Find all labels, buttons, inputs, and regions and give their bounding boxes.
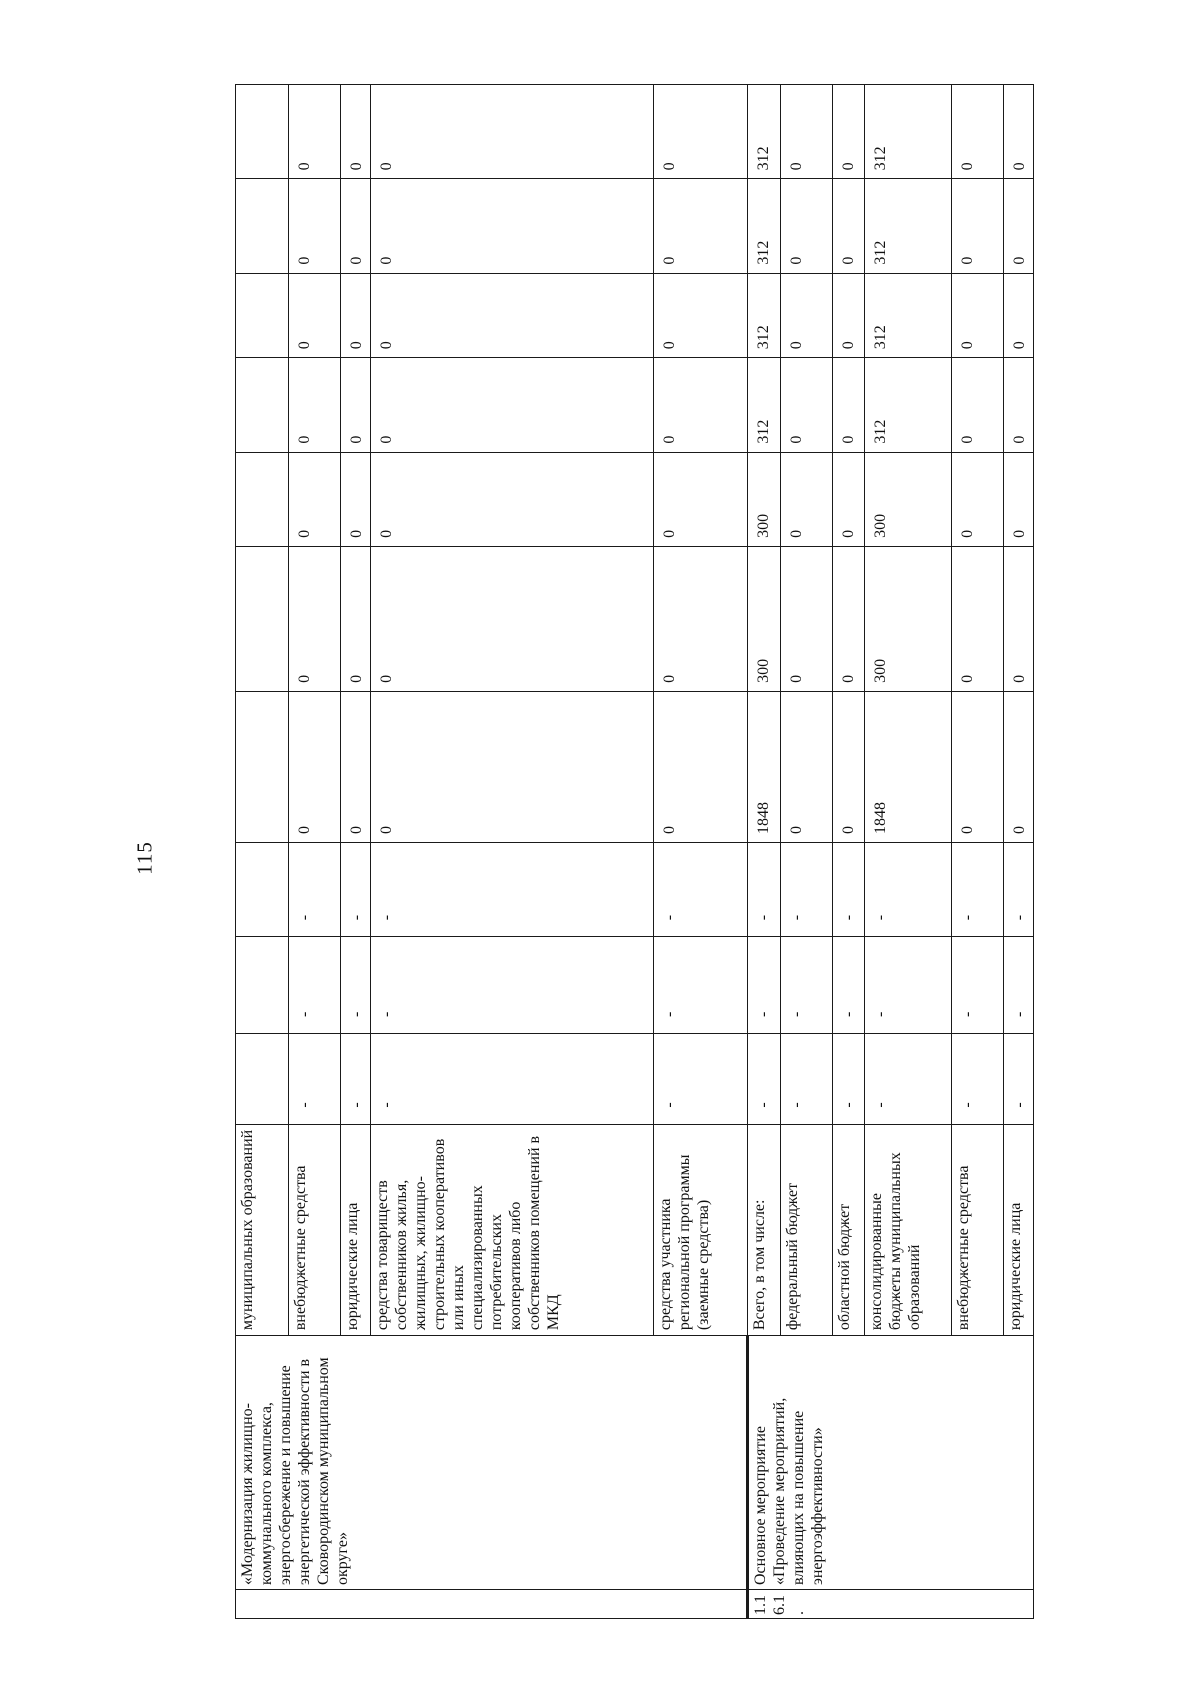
amount-cell: 0 — [371, 546, 654, 691]
amount-cell: 0 — [654, 546, 748, 691]
amount-cell — [236, 85, 289, 179]
code-cell: - — [952, 937, 1004, 1034]
amount-cell: 0 — [341, 452, 371, 546]
amount-cell: 300 — [748, 452, 781, 546]
amount-cell — [236, 452, 289, 546]
funding-source-cell: Всего, в том числе: — [748, 1124, 781, 1336]
amount-cell: 0 — [1004, 691, 1034, 842]
amount-cell — [236, 546, 289, 691]
amount-cell: 0 — [289, 179, 341, 273]
amount-cell: 312 — [748, 179, 781, 273]
code-cell: - — [1004, 842, 1034, 936]
funding-source-cell: консолидированные бюджеты муниципальных образований — [865, 1124, 952, 1336]
amount-cell: 0 — [833, 546, 865, 691]
amount-cell: 312 — [748, 85, 781, 179]
amount-cell: 0 — [952, 546, 1004, 691]
amount-cell: 300 — [748, 546, 781, 691]
amount-cell: 0 — [341, 179, 371, 273]
code-cell: - — [952, 1033, 1004, 1124]
code-cell: - — [952, 842, 1004, 936]
funding-source-cell: областной бюджет — [833, 1124, 865, 1336]
amount-cell: 0 — [654, 358, 748, 452]
amount-cell: 0 — [781, 358, 833, 452]
amount-cell: 312 — [865, 85, 952, 179]
amount-cell: 0 — [654, 179, 748, 273]
funding-source-cell: внебюджетные средства — [952, 1124, 1004, 1336]
code-cell: - — [289, 842, 341, 936]
code-cell: - — [748, 1033, 781, 1124]
funding-source-cell: федеральный бюджет — [781, 1124, 833, 1336]
amount-cell: 0 — [952, 358, 1004, 452]
amount-cell: 312 — [865, 358, 952, 452]
amount-cell: 0 — [833, 691, 865, 842]
amount-cell: 0 — [289, 273, 341, 358]
code-cell: - — [748, 842, 781, 936]
amount-cell: 0 — [289, 546, 341, 691]
amount-cell: 0 — [1004, 179, 1034, 273]
amount-cell: 0 — [833, 358, 865, 452]
amount-cell: 0 — [654, 691, 748, 842]
code-cell: - — [654, 937, 748, 1034]
code-cell: - — [781, 937, 833, 1034]
amount-cell: 0 — [952, 691, 1004, 842]
amount-cell — [236, 358, 289, 452]
code-cell: - — [289, 1033, 341, 1124]
amount-cell: 0 — [654, 85, 748, 179]
amount-cell: 0 — [289, 358, 341, 452]
funding-source-cell: юридические лица — [1004, 1124, 1034, 1336]
amount-cell: 0 — [952, 273, 1004, 358]
amount-cell: 0 — [1004, 452, 1034, 546]
amount-cell: 0 — [952, 179, 1004, 273]
code-cell: - — [833, 842, 865, 936]
amount-cell: 0 — [341, 273, 371, 358]
amount-cell — [236, 179, 289, 273]
amount-cell: 0 — [654, 273, 748, 358]
code-cell: - — [865, 937, 952, 1034]
amount-cell: 0 — [833, 452, 865, 546]
amount-cell: 0 — [654, 452, 748, 546]
amount-cell: 0 — [781, 179, 833, 273]
row-number-cell: 1.1 6.1 . — [748, 1590, 1034, 1619]
amount-cell: 0 — [781, 273, 833, 358]
code-cell: - — [289, 937, 341, 1034]
code-cell: - — [371, 1033, 654, 1124]
code-cell: - — [781, 842, 833, 936]
amount-cell: 312 — [748, 358, 781, 452]
amount-cell: 0 — [833, 273, 865, 358]
table-body — [236, 85, 1034, 1619]
amount-cell: 0 — [781, 452, 833, 546]
amount-cell: 0 — [1004, 273, 1034, 358]
code-cell: - — [341, 1033, 371, 1124]
code-cell: - — [1004, 937, 1034, 1034]
financing-table — [235, 84, 1034, 1619]
amount-cell: 0 — [371, 358, 654, 452]
amount-cell: 0 — [289, 691, 341, 842]
amount-cell: 0 — [833, 179, 865, 273]
amount-cell — [236, 691, 289, 842]
code-cell: - — [371, 937, 654, 1034]
amount-cell: 0 — [341, 358, 371, 452]
funding-source-cell: юридические лица — [341, 1124, 371, 1336]
measure-name-cell: «Модернизация жилищно-коммунального комплекса, энергосбережение и повышение энергетической эффективности в Сковородинском муниципальном округе» — [236, 1336, 748, 1590]
code-cell: - — [833, 937, 865, 1034]
code-cell: - — [654, 1033, 748, 1124]
amount-cell: 0 — [341, 691, 371, 842]
amount-cell: 0 — [371, 691, 654, 842]
amount-cell: 0 — [371, 85, 654, 179]
code-cell — [236, 937, 289, 1034]
code-cell: - — [865, 842, 952, 936]
code-cell: - — [865, 1033, 952, 1124]
code-cell — [236, 1033, 289, 1124]
code-cell: - — [781, 1033, 833, 1124]
measure-name-cell: Основное мероприятие «Проведение мероприятий, влияющих на повышение энергоэффективности» — [748, 1336, 1034, 1590]
amount-cell: 0 — [781, 546, 833, 691]
amount-cell — [236, 273, 289, 358]
amount-cell: 1848 — [748, 691, 781, 842]
amount-cell: 312 — [748, 273, 781, 358]
code-cell: - — [748, 937, 781, 1034]
amount-cell: 0 — [341, 546, 371, 691]
code-cell — [236, 842, 289, 936]
table-row — [236, 85, 289, 1619]
amount-cell: 312 — [865, 273, 952, 358]
amount-cell: 0 — [833, 85, 865, 179]
code-cell: - — [654, 842, 748, 936]
funding-source-cell: муниципальных образований — [236, 1124, 289, 1336]
amount-cell: 0 — [289, 85, 341, 179]
amount-cell: 0 — [952, 452, 1004, 546]
code-cell: - — [341, 937, 371, 1034]
amount-cell: 0 — [289, 452, 341, 546]
amount-cell: 0 — [371, 273, 654, 358]
code-cell: - — [341, 842, 371, 936]
amount-cell: 300 — [865, 546, 952, 691]
code-cell: - — [371, 842, 654, 936]
page-number: 115 — [132, 841, 157, 875]
amount-cell: 0 — [371, 452, 654, 546]
table-row — [748, 85, 781, 1619]
amount-cell: 1848 — [865, 691, 952, 842]
code-cell: - — [833, 1033, 865, 1124]
funding-source-cell: средства участника региональной программы (заемные средства) — [654, 1124, 748, 1336]
amount-cell: 0 — [781, 691, 833, 842]
amount-cell: 0 — [1004, 358, 1034, 452]
funding-source-cell: средства товариществ собственников жилья, жилищных, жилищно-строительных кооперативов или иных специализированных потребительских кооперативов либо собственников помещений в МКД — [371, 1124, 654, 1336]
code-cell: - — [1004, 1033, 1034, 1124]
row-number-cell — [236, 1590, 748, 1619]
amount-cell: 300 — [865, 452, 952, 546]
funding-source-cell: внебюджетные средства — [289, 1124, 341, 1336]
rotated-table-wrapper — [235, 84, 1034, 1619]
amount-cell: 0 — [1004, 546, 1034, 691]
amount-cell: 0 — [371, 179, 654, 273]
amount-cell: 312 — [865, 179, 952, 273]
amount-cell: 0 — [341, 85, 371, 179]
amount-cell: 0 — [781, 85, 833, 179]
amount-cell: 0 — [952, 85, 1004, 179]
amount-cell: 0 — [1004, 85, 1034, 179]
